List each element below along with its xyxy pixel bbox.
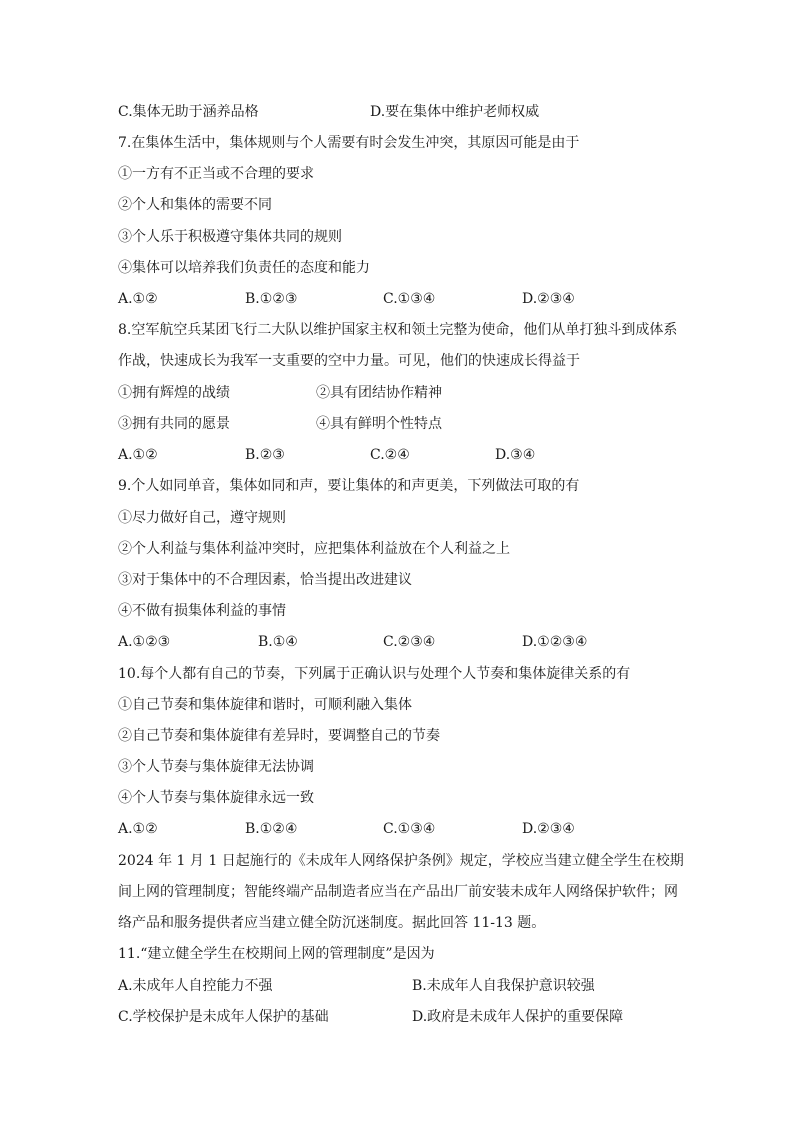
- q7-item-2: ②个人和集体的需要不同: [118, 197, 272, 213]
- q7-item-3: ③个人乐于积极遵守集体共同的规则: [118, 229, 342, 245]
- q7-option-b: B.①②③: [245, 291, 298, 307]
- q10-stem: 10.每个人都有自己的节奏，下列属于正确认识与处理个人节奏和集体旋律关系的有: [118, 666, 631, 682]
- q7-item-4: ④集体可以培养我们负责任的态度和能力: [118, 260, 370, 276]
- q9-option-c: C.②③④: [383, 634, 436, 650]
- q9-item-3: ③对于集体中的不合理因素，恰当提出改进建议: [118, 572, 412, 588]
- q7-stem: 7.在集体生活中，集体规则与个人需要有时会发生冲突，其原因可能是由于: [118, 135, 580, 151]
- q9-option-a: A.①②③: [118, 634, 171, 650]
- q10-option-a: A.①②: [118, 821, 158, 837]
- q8-stem-line2: 作战，快速成长为我军一支重要的空中力量。可见，他们的快速成长得益于: [118, 353, 580, 369]
- q7-option-c: C.①③④: [383, 291, 436, 307]
- q6-option-c: C.集体无助于涵养品格: [118, 104, 259, 120]
- q11-option-d: D.政府是未成年人保护的重要保障: [412, 1009, 624, 1025]
- q10-item-2: ②自己节奏和集体旋律有差异时，要调整自己的节奏: [118, 728, 440, 744]
- material-line-1: 2024 年 1 月 1 日起施行的《未成年人网络保护条例》规定，学校应当建立健全学生在校期: [118, 853, 684, 869]
- q9-item-4: ④不做有损集体利益的事情: [118, 603, 286, 619]
- q7-option-d: D.②③④: [522, 291, 575, 307]
- q8-item-1: ①拥有辉煌的战绩: [118, 385, 230, 401]
- q11-stem: 11.“建立健全学生在校期间上网的管理制度”是因为: [118, 946, 435, 962]
- q8-stem-line1: 8.空军航空兵某团飞行二大队以维护国家主权和领土完整为使命，他们从单打独斗到成体系: [118, 322, 678, 338]
- q10-option-c: C.①③④: [383, 821, 436, 837]
- material-line-3: 络产品和服务提供者应当建立健全防沉迷制度。据此回答 11-13 题。: [118, 915, 546, 931]
- q9-item-2: ②个人利益与集体利益冲突时，应把集体利益放在个人利益之上: [118, 541, 510, 557]
- q8-option-c: C.②④: [370, 447, 410, 463]
- q8-item-3: ③拥有共同的愿景: [118, 416, 230, 432]
- q8-option-d: D.③④: [495, 447, 536, 463]
- q9-stem: 9.个人如同单音，集体如同和声，要让集体的和声更美，下列做法可取的有: [118, 478, 580, 494]
- material-line-2: 间上网的管理制度；智能终端产品制造者应当在产品出厂前安装未成年人网络保护软件；网: [118, 884, 678, 900]
- q11-option-b: B.未成年人自我保护意识较强: [412, 978, 595, 994]
- q8-item-4: ④具有鲜明个性特点: [316, 416, 442, 432]
- q10-item-3: ③个人节奏与集体旋律无法协调: [118, 759, 314, 775]
- q11-option-a: A.未成年人自控能力不强: [118, 978, 273, 994]
- q6-option-d: D.要在集体中维护老师权威: [370, 104, 540, 120]
- q7-item-1: ①一方有不正当或不合理的要求: [118, 166, 314, 182]
- q7-option-a: A.①②: [118, 291, 158, 307]
- q8-option-a: A.①②: [118, 447, 158, 463]
- q10-item-1: ①自己节奏和集体旋律和谐时，可顺利融入集体: [118, 697, 412, 713]
- q9-option-d: D.①②③④: [522, 634, 588, 650]
- q10-item-4: ④个人节奏与集体旋律永远一致: [118, 790, 314, 806]
- q10-option-b: B.①②④: [245, 821, 298, 837]
- q9-option-b: B.①④: [258, 634, 298, 650]
- q11-option-c: C.学校保护是未成年人保护的基础: [118, 1009, 329, 1025]
- q8-option-b: B.②③: [245, 447, 285, 463]
- q9-item-1: ①尽力做好自己，遵守规则: [118, 510, 286, 526]
- q8-item-2: ②具有团结协作精神: [316, 385, 442, 401]
- q10-option-d: D.②③④: [522, 821, 575, 837]
